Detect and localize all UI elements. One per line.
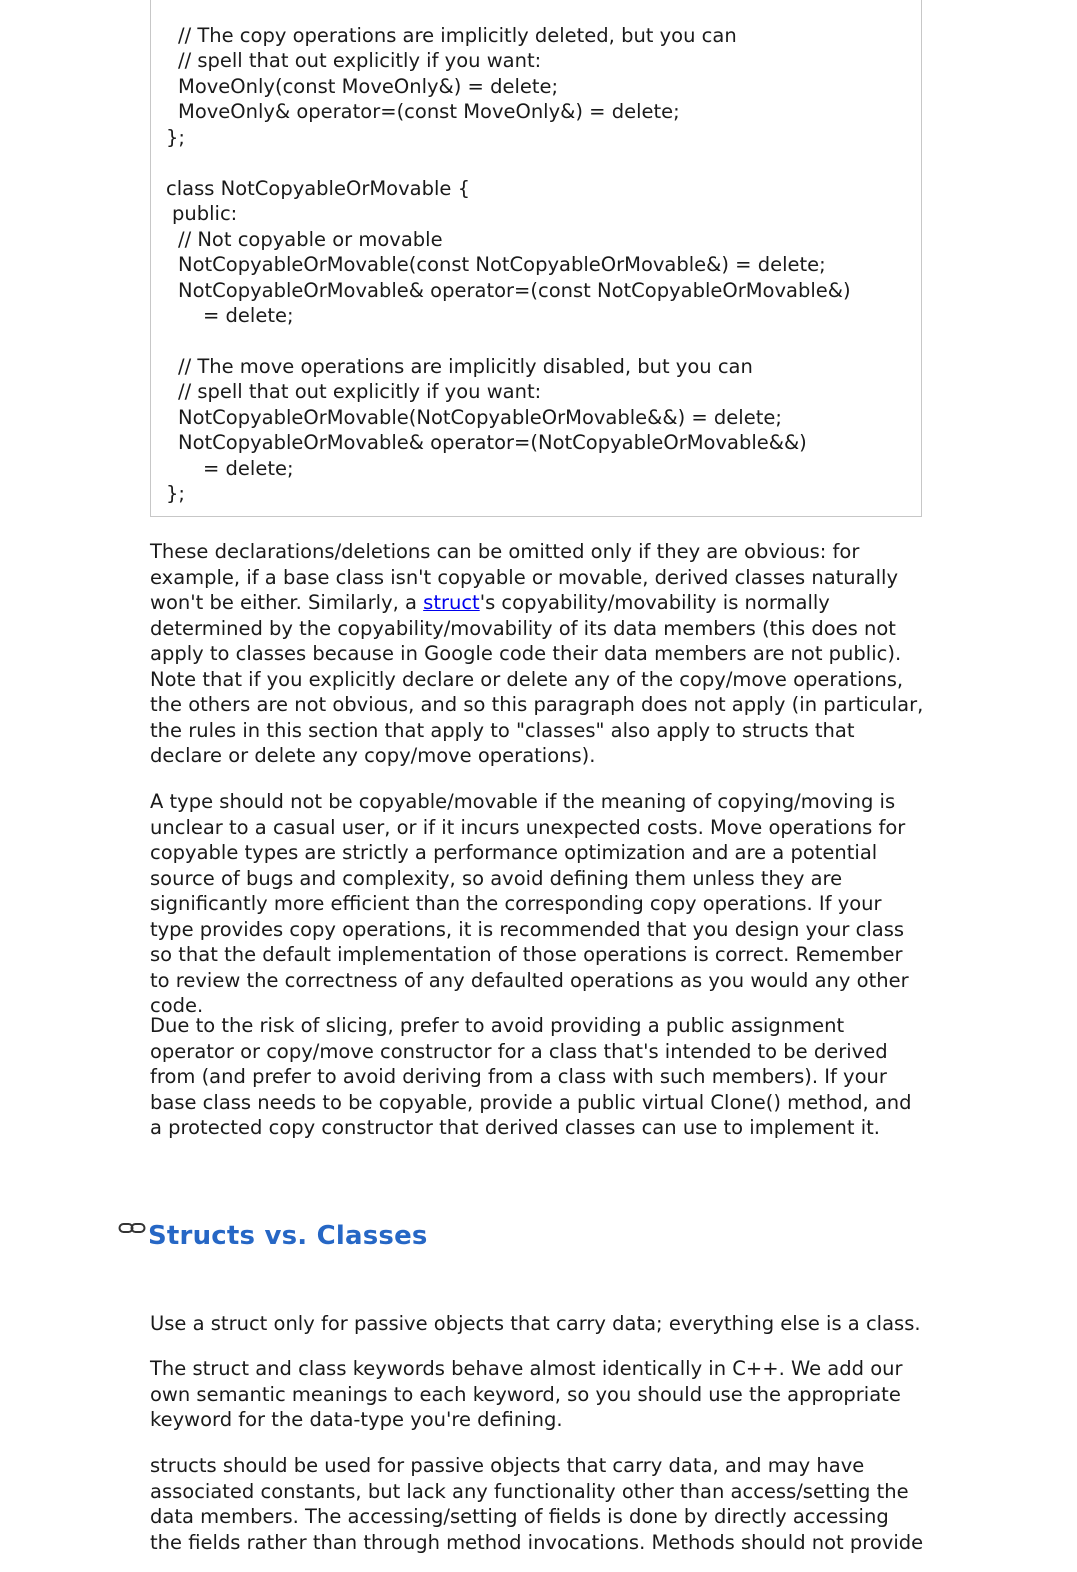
code-line: // Not copyable or movable	[178, 228, 443, 251]
code-line: MoveOnly& operator=(const MoveOnly&) = delete;	[178, 100, 680, 123]
code-line: NotCopyableOrMovable(NotCopyableOrMovable&&) = delete;	[178, 406, 782, 429]
code-block	[150, 0, 922, 517]
code-line: NotCopyableOrMovable& operator=(const NotCopyableOrMovable&)	[178, 279, 851, 302]
link-icon[interactable]	[118, 1218, 148, 1240]
code-line: = delete;	[203, 304, 294, 327]
paragraph-slicing: Due to the risk of slicing, prefer to avoid providing a public assignment operator or copy/move constructor for a class that's intended to be derived from (and prefer to avoid deriving from a class with such members). If your base class needs to be copyable, provide a public virtual Clone() method, and a protected copy constructor that derived classes can use to implement it.	[150, 1014, 912, 1139]
code-line: // spell that out explicitly if you want:	[178, 49, 542, 72]
code-line: };	[166, 482, 185, 505]
section-title: Structs vs. Classes	[148, 1221, 428, 1251]
section-heading	[118, 1216, 428, 1256]
code-line: public:	[172, 202, 238, 225]
section-summary: Use a struct only for passive objects that carry data; everything else is a class.	[150, 1312, 921, 1335]
paragraph-copyable-movable: A type should not be copyable/movable if the meaning of copying/moving is unclear to a casual user, or if it incurs unexpected costs. Move operations for copyable types are strictly a performance optimization and are a potential source of bugs and complexity, so avoid defining them unless they are significantly more efficient than the corresponding copy operations. If your type provides copy operations, it is recommended that you design your class so that the default implementation of those operations is correct. Remember to review the correctness of any defaulted operations as you would any other code.	[150, 790, 909, 1017]
struct-link[interactable]: struct	[423, 591, 480, 614]
code-line: MoveOnly(const MoveOnly&) = delete;	[178, 75, 559, 98]
code-line: = delete;	[203, 457, 294, 480]
paragraph-struct-class-keywords: The struct and class keywords behave almost identically in C++. We add our own semantic meanings to each keyword, so you should use the appropriate keyword for the data-type you're defining.	[150, 1357, 903, 1431]
code-line: // spell that out explicitly if you want:	[178, 380, 542, 403]
code-line: NotCopyableOrMovable& operator=(NotCopyableOrMovable&&)	[178, 431, 807, 454]
code-line: class NotCopyableOrMovable {	[166, 177, 470, 200]
code-line: // The move operations are implicitly disabled, but you can	[178, 355, 753, 378]
paragraph-text: 's copyability/movability is normally determined by the copyability/movability of its data members (this does not apply to classes because in Google code their data members are not public). Note that if you explicitly declare or delete any of the copy/move operations, the others are not obvious, and so this paragraph does not apply (in particular, the rules in this section that apply to "classes" also apply to structs that declare or delete any copy/move operations).	[150, 591, 924, 767]
paragraph-omit-declarations	[150, 539, 925, 769]
paragraph-text: These declarations/deletions can be omitted only if they are obvious: for example, if a base class isn't copyable or movable, derived classes naturally won't be either. Similarly, a	[150, 540, 898, 614]
code-line: NotCopyableOrMovable(const NotCopyableOrMovable&) = delete;	[178, 253, 826, 276]
code-line: // The copy operations are implicitly deleted, but you can	[178, 24, 737, 47]
paragraph-structs-usage: structs should be used for passive objects that carry data, and may have associated constants, but lack any functionality other than access/setting the data members. The accessing/setting of fields is done by directly accessing the fields rather than through method invocations. Methods should not provide	[150, 1454, 924, 1554]
code-line: };	[166, 126, 185, 149]
